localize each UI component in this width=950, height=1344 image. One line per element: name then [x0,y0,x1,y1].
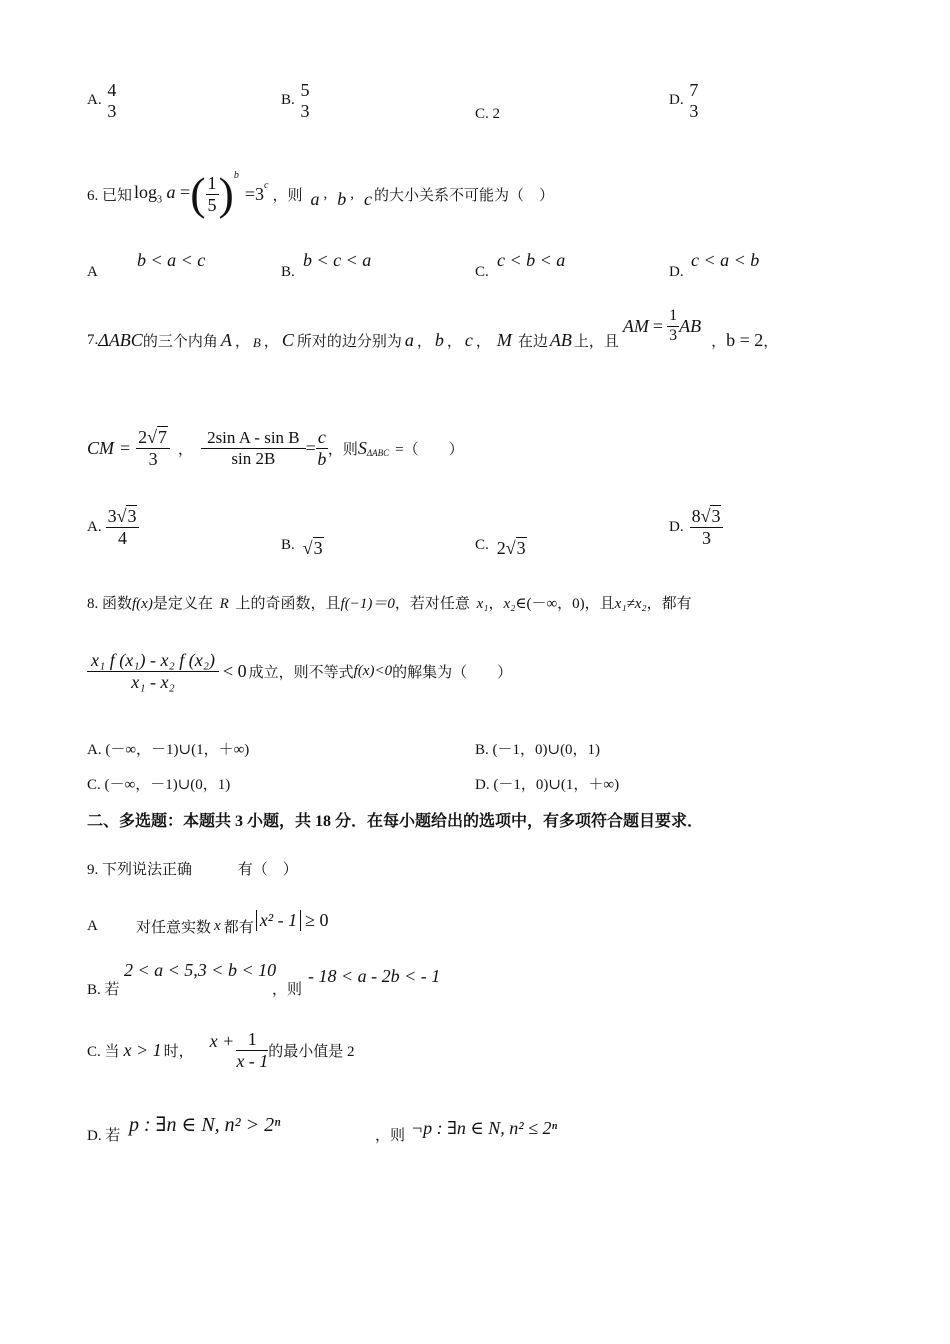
q5-option-d-fraction [687,80,700,121]
q5-option-b-fraction [299,80,312,121]
q6-left-paren: ( [190,168,206,219]
q6-log: $\log_3 a$ = [134,182,191,206]
q6-mid: ，则 [272,187,303,204]
q8-option-a: A. (－∞，－1)∪(1，＋∞) [87,742,250,758]
q8-option-d: D. (－1，0)∪(1，＋∞) [475,777,620,793]
q5-option-a [87,80,118,121]
q8-option-c: C. (－∞，－1)∪(0，1) [87,777,231,793]
q5-d-num: 7 [689,80,699,100]
q6-stem: 6. 已知 $\log_3 a$ = ( $\frac{1}{5}$ ) b =3 c ，则 a , b , c 的大小关系不可能为（ ） [87,168,554,219]
q7-option-a: A. $\frac{3√3}{4}$ [87,506,139,548]
q7-stem-line1: 7. ΔABC 的三个内角 A ， B ， C 所对的边分别为 a ， b ， c ， M 在边 AB 上，且 AM = $\frac{1}{3}$ AB ， b = 2 ， [87,307,779,350]
q9-option-c: C. 当 x > 1 时， x + $\frac{1}{x - 1}$ 的最小值是 2 [87,1028,355,1071]
q8-option-b: B. (－1，0)∪(0，1) [475,742,601,758]
q6-var-a: a [310,188,320,209]
q6-option-c: C. c < b < a [475,250,566,280]
q6-var-b: b [337,188,347,209]
q6-exp-b: b [233,170,239,181]
q5-b-den: 3 [300,100,310,121]
q5-option-d-label: D. [669,92,684,109]
section-heading-multiple-choice: 二、多选题：本题共 3 小题，共 18 分．在每小题给出的选项中，有多项符合题目要求． [87,813,704,830]
q6-exp-c: c [264,180,269,191]
q6-prefix: 6. 已知 [87,187,133,204]
q6-option-b: B. b < c < a [281,250,372,280]
q6-var-c: c [363,188,372,209]
q5-option-b-label: B. [281,92,295,109]
q5-a-den: 3 [107,100,117,121]
q7-option-c: C. 2√3 [475,537,526,558]
q5-option-c [475,106,500,123]
q5-option-b [281,80,312,121]
q8-stem-line2: $\frac{\text{x₁ f (x₁) - x₂ f (x₂)}}{\text{x₁ - x₂}}$ < 0 成立，则不等式 f(x)<0 的解集为（ ） [87,650,512,692]
q8-stem-line1: 8. 函数f(x)是定义在 R 上的奇函数，且f(−1)＝0，若对任意 x₁，x₂∈(－∞，0)，且x₁≠x₂，都有 [87,596,692,612]
q7-option-d: D. $\frac{8√3}{3}$ [669,506,723,548]
q5-d-den: 3 [689,100,699,121]
q7-am-equation: AM = $\frac{1}{3}$ AB [622,307,702,344]
q5-b-num: 5 [300,80,310,100]
q7-ratio-fraction: $\frac{\text{2sin A - sin B}}{\sin 2B}$ [201,428,306,468]
q5-a-num: 4 [107,80,117,100]
q5-option-d [669,80,700,121]
q6-option-d: D. c < a < b [669,250,760,280]
q6-fraction: $\frac{1}{5}$ [207,172,217,215]
q9-stem: 9. 下列说法正确 有（ ） [87,862,298,878]
q6-eq2: =3 [244,183,264,204]
q8-fraction: $\frac{\text{x₁ f (x₁) - x₂ f (x₂)}}{\text{x₁ - x₂}}$ [87,650,219,692]
q6-suffix: 的大小关系不可能为（ ） [373,187,554,204]
q7-option-b: B. √3 [281,537,323,558]
q5-option-a-label: A. [87,92,102,109]
q9-option-a: A 对任意实数 x 都有 x² - 1 ≥ 0 [87,909,329,936]
q5-option-a-fraction [105,80,118,121]
q6-right-paren: ) [218,168,234,219]
q5-option-c-label: C. 2 [475,106,501,122]
q7-cm-fraction: $\frac{2√7}{3}$ [136,427,170,469]
q6-option-a: A b < a < c [87,250,206,280]
q7-stem-line2: CM = $\frac{2√7}{3}$ ， $\frac{\text{2sin A - sin B}}{\sin 2B}$ = $\frac{c}{b}$ ，则 S ΔABC =（ ） [87,426,464,469]
